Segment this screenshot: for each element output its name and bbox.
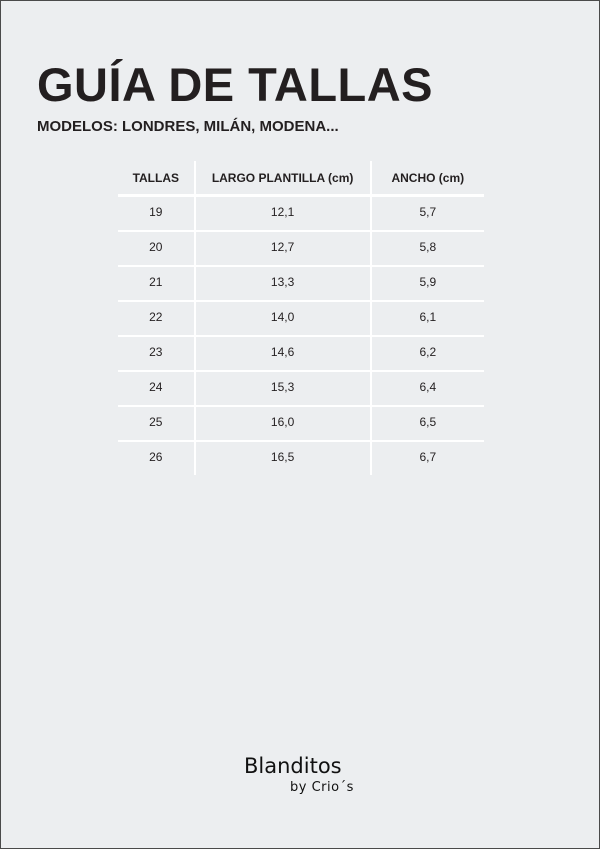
- insole-length-cell: 16,0: [196, 407, 372, 440]
- insole-length-cell: 13,3: [196, 267, 372, 300]
- size-table: [118, 161, 484, 475]
- table-row: [118, 405, 484, 440]
- size-cell: 25: [118, 407, 196, 440]
- size-cell: 19: [118, 197, 196, 230]
- insole-length-cell: 12,7: [196, 232, 372, 265]
- size-cell: 21: [118, 267, 196, 300]
- insole-length-cell: 12,1: [196, 197, 372, 230]
- width-cell: 6,4: [419, 380, 437, 394]
- brand-logo: Blanditos: [244, 754, 342, 778]
- width-cell: 6,5: [419, 415, 437, 429]
- page-subtitle: MODELOS: LONDRES, MILÁN, MODENA...: [37, 118, 339, 135]
- table-row: [118, 300, 484, 335]
- width-cell: 5,7: [419, 205, 437, 219]
- table-row: [118, 370, 484, 405]
- table-row: [118, 265, 484, 300]
- page-title: GUÍA DE TALLAS: [37, 58, 434, 111]
- table-header-row: [118, 161, 484, 194]
- column-header-tallas: TALLAS: [118, 161, 196, 194]
- size-cell: 22: [118, 302, 196, 335]
- width-cell: 5,8: [419, 240, 437, 254]
- insole-length-cell: 15,3: [196, 372, 372, 405]
- table-row: [118, 335, 484, 370]
- width-cell: 6,1: [419, 310, 437, 324]
- width-cell: 6,2: [419, 345, 437, 359]
- column-header-ancho: ANCHO (cm): [391, 170, 465, 185]
- insole-length-cell: 16,5: [196, 442, 372, 475]
- brand-tagline: by Crio´s: [290, 780, 354, 795]
- insole-length-cell: 14,6: [196, 337, 372, 370]
- size-cell: 26: [118, 442, 196, 475]
- table-row: [118, 440, 484, 475]
- table-row: [118, 230, 484, 265]
- size-cell: 23: [118, 337, 196, 370]
- width-cell: 6,7: [419, 450, 437, 464]
- column-header-largo-plantilla: LARGO PLANTILLA (cm): [196, 161, 372, 194]
- width-cell: 5,9: [419, 275, 437, 289]
- insole-length-cell: 14,0: [196, 302, 372, 335]
- table-row: [118, 194, 484, 230]
- size-cell: 24: [118, 372, 196, 405]
- size-cell: 20: [118, 232, 196, 265]
